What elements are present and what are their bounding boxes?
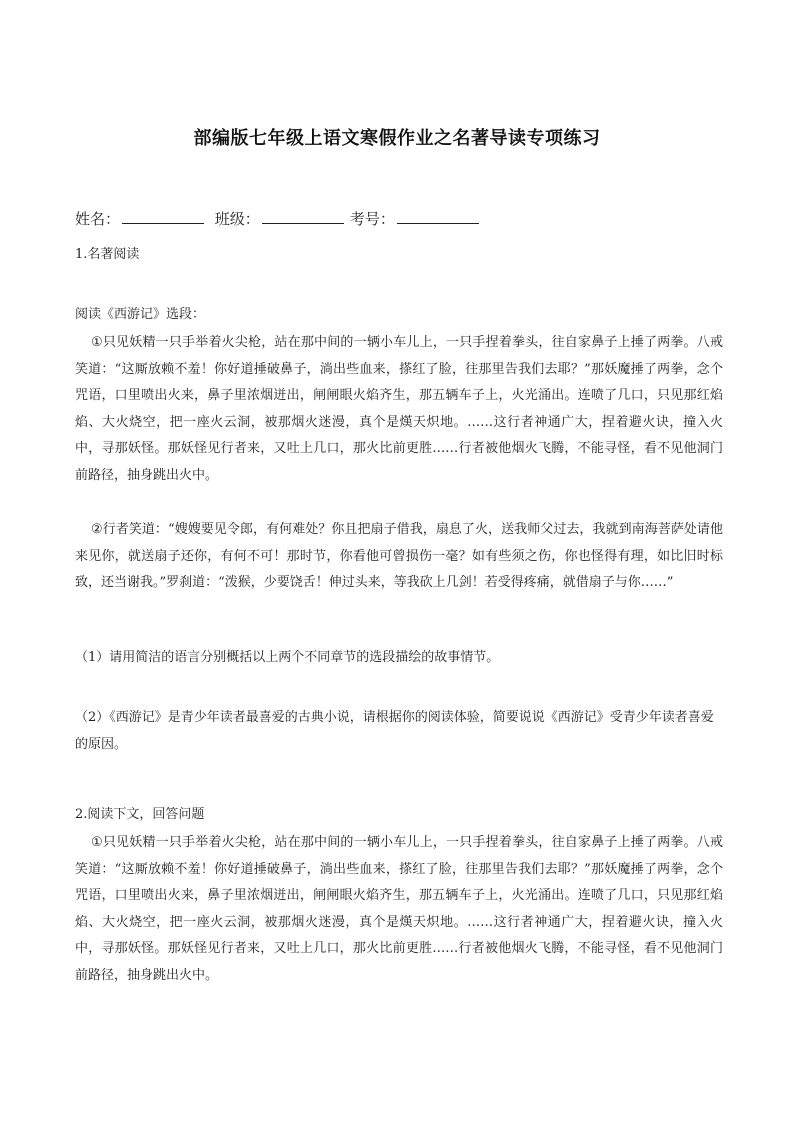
passage1-marker: ① [91,335,103,350]
section2-passage1 [75,830,723,989]
number-label: 考号： [349,210,395,228]
section2-passage1-marker: ① [91,835,103,850]
class-label: 班级： [214,210,260,228]
student-info-line [75,208,485,229]
number-blank[interactable] [397,209,479,224]
name-label: 姓名： [75,210,121,228]
section1-heading: 1.名著阅读 [75,247,140,262]
passage2-marker: ② [91,522,103,537]
section1-passage2 [75,517,723,597]
passage2-text: 行者笑道：“嫂嫂要见令郎，有何难处？你且把扇子借我，扇息了火，送我师父过去，我就到南海菩萨处请他来见你，就送扇子还你，有何不可！那时节，你看他可曾损伤一毫？如有些须之伤，你也怪得有理，如比旧时标致，还当谢我。”罗刹道：“泼猴，少要饶舌！伸过头来，等我砍上几剑！若受得疼痛，就借扇子与你……” [75,522,723,590]
section1-passage1 [75,330,723,489]
class-blank[interactable] [262,209,344,224]
document-title: 部编版七年级上语文寒假作业之名著导读专项练习 [193,128,601,149]
question-1: （1）请用简洁的语言分别概括以上两个不同章节的选段描绘的故事情节。 [75,650,500,665]
section1-intro: 阅读《西游记》选段： [75,307,206,322]
section2-passage1-text: 只见妖精一只手举着火尖枪，站在那中间的一辆小车儿上，一只手捏着拳头，往自家鼻子上捶了两拳。八戒笑道：“这厮放赖不羞！你好道捶破鼻子，淌出些血来，搽红了脸，往那里告我们去耶？”那妖魔捶了两拳，念个咒语，口里喷出火来，鼻子里浓烟迸出，闸闸眼火焰齐生，那五辆车子上，火光涌出。连喷了几口，只见那红焰焰、大火烧空，把一座火云洞，被那烟火迷漫，真个是熯天炽地。……这行者神通广大，捏着避火诀，撞入火中，寻那妖怪。那妖怪见行者来，又吐上几口，那火比前更胜……行者被他烟火飞腾，不能寻怪，看不见他洞门前路径，抽身跳出火中。 [75,835,723,983]
section2-heading: 2.阅读下文，回答问题 [75,807,205,822]
name-blank[interactable] [122,209,204,224]
passage1-text: 只见妖精一只手举着火尖枪，站在那中间的一辆小车儿上，一只手捏着拳头，往自家鼻子上捶了两拳。八戒笑道：“这厮放赖不羞！你好道捶破鼻子，淌出些血来，搽红了脸，往那里告我们去耶？”那妖魔捶了两拳，念个咒语，口里喷出火来，鼻子里浓烟迸出，闸闸眼火焰齐生，那五辆车子上，火光涌出。连喷了几口，只见那红焰焰、大火烧空，把一座火云洞，被那烟火迷漫，真个是熯天炽地。……这行者神通广大，捏着避火诀，撞入火中，寻那妖怪。那妖怪见行者来，又吐上几口，那火比前更胜……行者被他烟火飞腾，不能寻怪，看不见他洞门前路径，抽身跳出火中。 [75,335,723,483]
question-2: （2）《西游记》是青少年读者最喜爱的古典小说，请根据你的阅读体验，简要说说《西游记》受青少年读者喜爱的原因。 [75,710,714,752]
